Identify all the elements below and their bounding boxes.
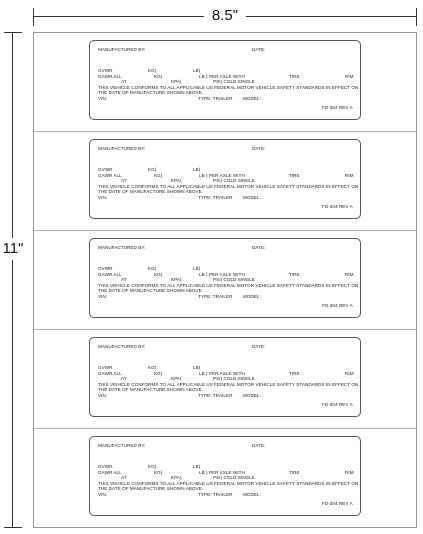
tire-label: TIRE xyxy=(289,73,300,79)
gvwr-lb-label: LB) xyxy=(193,167,201,172)
manufactured-by-label: MANUFACTURED BY: xyxy=(98,146,146,151)
gvwr-kg-label: KG( xyxy=(148,464,157,469)
tire-label: TIRE xyxy=(289,370,300,376)
gvwr-label: GVWR xyxy=(98,464,113,469)
vin-label: VIN: xyxy=(98,293,108,299)
width-dimension xyxy=(33,6,417,30)
at-label: AT xyxy=(121,376,127,381)
model-label: MODEL: xyxy=(243,293,261,299)
date-label: DATE: xyxy=(252,47,266,52)
height-dimension-top-tick xyxy=(4,32,22,33)
vin-label-card xyxy=(89,238,361,318)
rim-label: RIM xyxy=(345,271,354,277)
gawr-all-label: GAWR ALL xyxy=(98,172,122,178)
at-label: AT xyxy=(121,277,127,282)
kpa-label: KPA( xyxy=(171,277,182,282)
label-cell-4 xyxy=(34,330,416,429)
gvwr-kg-label: KG( xyxy=(148,167,157,172)
gvwr-lb-label: LB) xyxy=(193,266,201,271)
per-axle-label: LB ) PER AXLE WITH xyxy=(199,469,245,475)
model-label: MODEL: xyxy=(243,392,261,398)
manufactured-by-label: MANUFACTURED BY: xyxy=(98,47,146,52)
psi-cold-single-label: PSI) COLD SINGLE xyxy=(213,376,255,381)
form-number-label: FD-304 REV A xyxy=(322,104,353,110)
model-label: MODEL: xyxy=(243,491,261,497)
conformity-statement-line-1: THIS VEHICLE CONFORMS TO ALL APPLICABLE US FEDERAL MOTOR VEHICLE SAFETY STANDARDS IN EFFECT ON xyxy=(98,183,359,189)
type-trailer-label: TYPE: TRAILER xyxy=(198,95,233,101)
height-dimension-label: 11" xyxy=(0,238,26,260)
rim-label: RIM xyxy=(345,73,354,79)
date-label: DATE: xyxy=(252,245,266,250)
conformity-statement-line-2: THE DATE OF MANUFACTURE SHOWN ABOVE. xyxy=(98,288,204,293)
at-label: AT xyxy=(121,475,127,480)
kpa-label: KPA( xyxy=(171,475,182,480)
kpa-label: KPA( xyxy=(171,376,182,381)
gawr-all-label: GAWR ALL xyxy=(98,271,122,277)
conformity-statement-line-2: THE DATE OF MANUFACTURE SHOWN ABOVE. xyxy=(98,387,204,392)
label-cell-3 xyxy=(34,231,416,330)
manufactured-by-label: MANUFACTURED BY: xyxy=(98,344,146,349)
manufactured-by-label: MANUFACTURED BY: xyxy=(98,443,146,448)
per-axle-label: LB ) PER AXLE WITH xyxy=(199,271,245,277)
date-label: DATE: xyxy=(252,146,266,151)
model-label: MODEL: xyxy=(243,95,261,101)
vin-label: VIN: xyxy=(98,194,108,200)
label-cell-5 xyxy=(34,429,416,528)
label-cell-2 xyxy=(34,132,416,231)
gvwr-label: GVWR xyxy=(98,365,113,370)
psi-cold-single-label: PSI) COLD SINGLE xyxy=(213,79,255,84)
height-dimension-bottom-tick xyxy=(4,527,22,528)
per-axle-label: LB ) PER AXLE WITH xyxy=(199,73,245,79)
model-label: MODEL: xyxy=(243,194,261,200)
vin-label: VIN: xyxy=(98,491,108,497)
gvwr-lb-label: LB) xyxy=(193,365,201,370)
vin-label: VIN: xyxy=(98,392,108,398)
gvwr-label: GVWR xyxy=(98,266,113,271)
at-label: AT xyxy=(121,178,127,183)
vin-label-card xyxy=(89,337,361,417)
label-cell-1 xyxy=(34,33,416,132)
width-dimension-right-tick xyxy=(416,8,417,26)
conformity-statement-line-2: THE DATE OF MANUFACTURE SHOWN ABOVE. xyxy=(98,486,204,491)
gvwr-label: GVWR xyxy=(98,68,113,73)
height-dimension-line xyxy=(12,32,13,528)
gvwr-kg-label: KG( xyxy=(148,68,157,73)
rim-label: RIM xyxy=(345,172,354,178)
conformity-statement-line-1: THIS VEHICLE CONFORMS TO ALL APPLICABLE US FEDERAL MOTOR VEHICLE SAFETY STANDARDS IN EFFECT ON xyxy=(98,381,359,387)
label-sheet xyxy=(33,32,417,528)
gawr-kg-label: KG( xyxy=(154,271,163,277)
conformity-statement-line-2: THE DATE OF MANUFACTURE SHOWN ABOVE. xyxy=(98,189,204,194)
kpa-label: KPA( xyxy=(171,178,182,183)
rim-label: RIM xyxy=(345,370,354,376)
type-trailer-label: TYPE: TRAILER xyxy=(198,392,233,398)
type-trailer-label: TYPE: TRAILER xyxy=(198,293,233,299)
form-number-label: FD-304 REV A xyxy=(322,203,353,209)
gawr-kg-label: KG( xyxy=(154,469,163,475)
gvwr-kg-label: KG( xyxy=(148,365,157,370)
type-trailer-label: TYPE: TRAILER xyxy=(198,491,233,497)
vin-label-card xyxy=(89,139,361,219)
psi-cold-single-label: PSI) COLD SINGLE xyxy=(213,475,255,480)
width-dimension-label: 8.5" xyxy=(204,6,246,26)
gawr-kg-label: KG( xyxy=(154,73,163,79)
tire-label: TIRE xyxy=(289,172,300,178)
height-dimension xyxy=(0,32,28,528)
vin-label-card xyxy=(89,436,361,516)
conformity-statement-line-1: THIS VEHICLE CONFORMS TO ALL APPLICABLE US FEDERAL MOTOR VEHICLE SAFETY STANDARDS IN EFFECT ON xyxy=(98,480,359,486)
tire-label: TIRE xyxy=(289,271,300,277)
kpa-label: KPA( xyxy=(171,79,182,84)
rim-label: RIM xyxy=(345,469,354,475)
width-dimension-left-tick xyxy=(33,8,34,26)
form-number-label: FD-304 REV A xyxy=(322,401,353,407)
gvwr-lb-label: LB) xyxy=(193,68,201,73)
type-trailer-label: TYPE: TRAILER xyxy=(198,194,233,200)
per-axle-label: LB ) PER AXLE WITH xyxy=(199,370,245,376)
psi-cold-single-label: PSI) COLD SINGLE xyxy=(213,178,255,183)
gawr-all-label: GAWR ALL xyxy=(98,73,122,79)
gawr-kg-label: KG( xyxy=(154,370,163,376)
gvwr-label: GVWR xyxy=(98,167,113,172)
conformity-statement-line-2: THE DATE OF MANUFACTURE SHOWN ABOVE. xyxy=(98,90,204,95)
vin-label-card xyxy=(89,40,361,120)
per-axle-label: LB ) PER AXLE WITH xyxy=(199,172,245,178)
at-label: AT xyxy=(121,79,127,84)
manufactured-by-label: MANUFACTURED BY: xyxy=(98,245,146,250)
gvwr-kg-label: KG( xyxy=(148,266,157,271)
tire-label: TIRE xyxy=(289,469,300,475)
gawr-all-label: GAWR ALL xyxy=(98,469,122,475)
form-number-label: FD-304 REV A xyxy=(322,500,353,506)
gawr-all-label: GAWR ALL xyxy=(98,370,122,376)
psi-cold-single-label: PSI) COLD SINGLE xyxy=(213,277,255,282)
conformity-statement-line-1: THIS VEHICLE CONFORMS TO ALL APPLICABLE US FEDERAL MOTOR VEHICLE SAFETY STANDARDS IN EFFECT ON xyxy=(98,282,359,288)
vin-label: VIN: xyxy=(98,95,108,101)
date-label: DATE: xyxy=(252,344,266,349)
gawr-kg-label: KG( xyxy=(154,172,163,178)
date-label: DATE: xyxy=(252,443,266,448)
gvwr-lb-label: LB) xyxy=(193,464,201,469)
conformity-statement-line-1: THIS VEHICLE CONFORMS TO ALL APPLICABLE US FEDERAL MOTOR VEHICLE SAFETY STANDARDS IN EFFECT ON xyxy=(98,84,359,90)
form-number-label: FD-304 REV A xyxy=(322,302,353,308)
